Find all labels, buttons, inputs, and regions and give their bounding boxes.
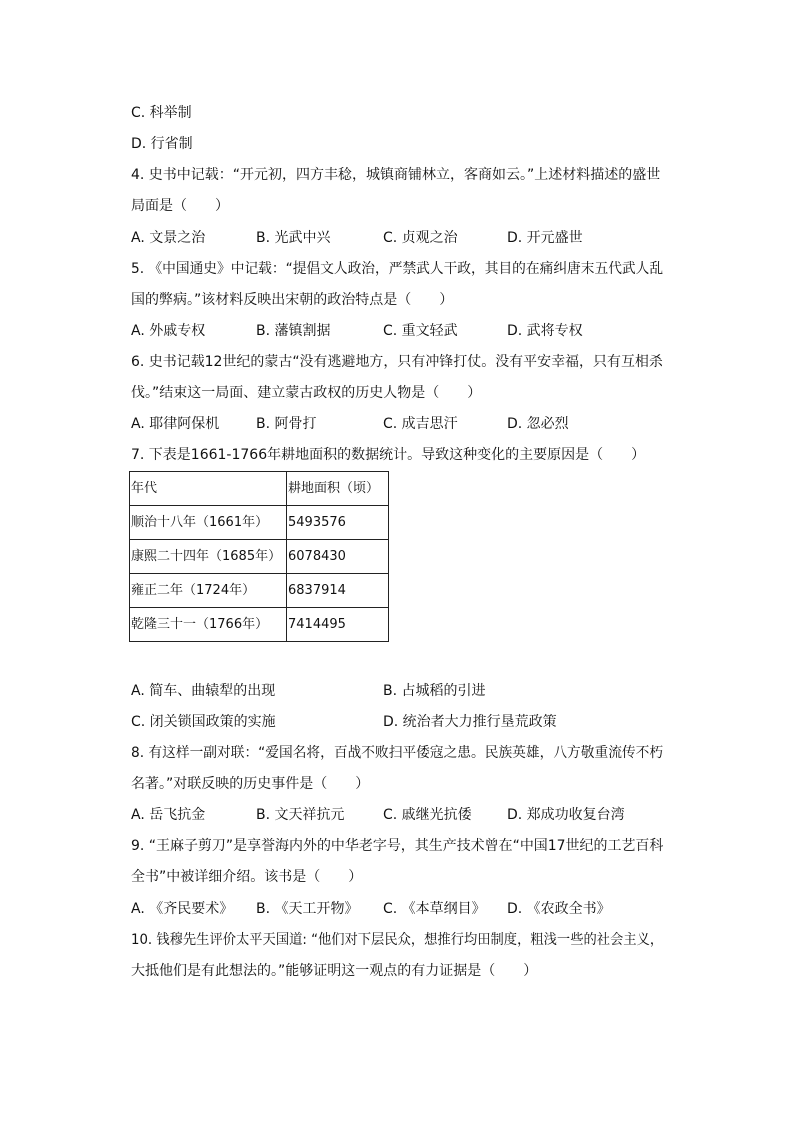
question-10-line2: 大抵他们是有此想法的。”能够证明这一观点的有力证据是（ ） [131,963,538,979]
option-4a: A. 文景之治 [131,230,206,246]
option-7d: D. 统治者大力推行垦荒政策 [383,714,557,730]
question-8-line2: 名著。”对联反映的历史事件是（ ） [131,776,370,792]
option-7b: B. 占城稻的引进 [383,683,486,699]
option-9c: C. 《本草纲目》 [383,901,486,917]
option-7c: C. 闭关锁国政策的实施 [131,714,276,730]
option-8a: A. 岳飞抗金 [131,807,206,823]
question-6-line2: 伐。”结束这一局面、建立蒙古政权的历史人物是（ ） [131,385,482,401]
question-9-line1: 9. “王麻子剪刀”是享誉海内外的中华老字号，其生产技术曾在“中国17世纪的工艺百科 [131,838,664,854]
farmland-area-table [129,471,389,642]
option-4c: C. 贞观之治 [383,230,458,246]
question-4-line1: 4. 史书中记载：“开元初，四方丰稔，城镇商铺林立，客商如云。”上述材料描述的盛世 [131,167,661,183]
option-5b: B. 藩镇割据 [256,323,331,339]
table-header-row [130,472,389,506]
option-8b: B. 文天祥抗元 [256,807,345,823]
table-cell: 顺治十八年（1661年） [130,506,287,540]
option-3d: D. 行省制 [131,136,193,152]
table-cell: 康熙二十四年（1685年） [130,540,287,574]
option-6c: C. 成吉思汗 [383,416,458,432]
option-4d: D. 开元盛世 [507,230,583,246]
table-cell: 雍正二年（1724年） [130,574,287,608]
option-9a: A. 《齐民要术》 [131,901,234,917]
table-cell: 5493576 [287,506,389,540]
option-3c: C. 科举制 [131,105,192,121]
question-5-line1: 5. 《中国通史》中记载：“提倡文人政治，严禁武人干政，其目的在痛纠唐末五代武人乱 [131,261,664,277]
option-5c: C. 重文轻武 [383,323,458,339]
question-8-line1: 8. 有这样一副对联：“爱国名将，百战不败扫平倭寇之患。民族英雄，八方敬重流传不朽 [131,745,664,761]
table-cell: 6837914 [287,574,389,608]
question-9-line2: 全书”中被详细介绍。该书是（ ） [131,869,363,885]
table-cell: 6078430 [287,540,389,574]
table-row [130,608,389,642]
question-10-line1: 10. 钱穆先生评价太平天国道: “他们对下层民众，想推行均田制度，粗浅一些的社会主义， [131,932,664,948]
table-cell: 7414495 [287,608,389,642]
option-4b: B. 光武中兴 [256,230,331,246]
table-header: 年代 [130,472,287,506]
option-6a: A. 耶律阿保机 [131,416,220,432]
table-cell: 乾隆三十一（1766年） [130,608,287,642]
option-6d: D. 忽必烈 [507,416,569,432]
table-header: 耕地面积（顷） [287,472,389,506]
question-7: 7. 下表是1661-1766年耕地面积的数据统计。导致这种变化的主要原因是（ ） [131,447,646,463]
option-5a: A. 外戚专权 [131,323,206,339]
question-5-line2: 国的弊病。”该材料反映出宋朝的政治特点是（ ） [131,292,454,308]
option-7a: A. 简车、曲辕犁的出现 [131,683,276,699]
option-9b: B. 《天工开物》 [256,901,359,917]
option-9d: D. 《农政全书》 [507,901,611,917]
option-5d: D. 武将专权 [507,323,583,339]
option-8d: D. 郑成功收复台湾 [507,807,625,823]
question-6-line1: 6. 史书记载12世纪的蒙古“没有逃避地方，只有冲锋打仗。没有平安幸福，只有互相杀 [131,354,663,370]
option-8c: C. 戚继光抗倭 [383,807,472,823]
table-row [130,574,389,608]
table-row [130,506,389,540]
option-6b: B. 阿骨打 [256,416,317,432]
table-row [130,540,389,574]
question-4-line2: 局面是（ ） [131,198,229,214]
